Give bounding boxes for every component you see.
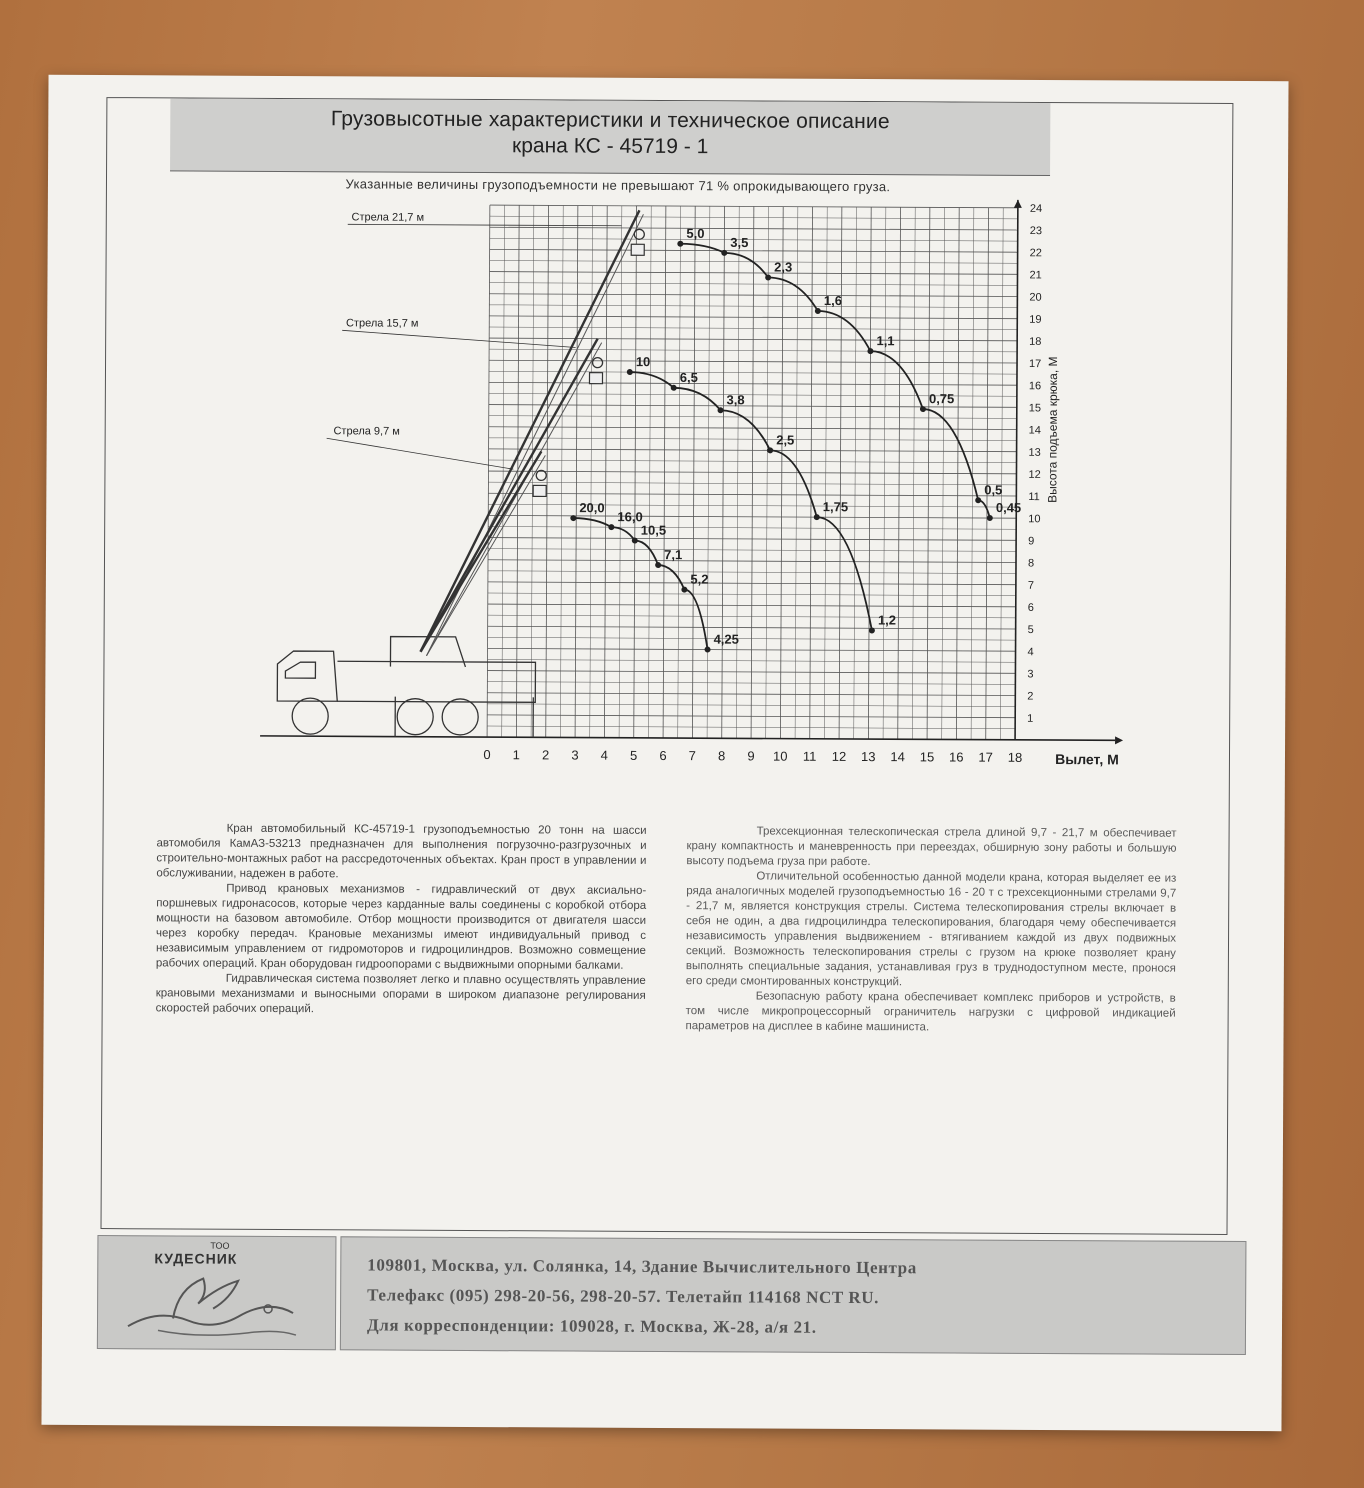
data-point xyxy=(815,308,821,314)
y-tick-label: 4 xyxy=(1027,646,1034,659)
ground-line xyxy=(260,736,1115,740)
crane-boom xyxy=(421,451,542,653)
y-tick-label: 13 xyxy=(1028,446,1041,459)
data-point xyxy=(705,647,711,653)
title-banner xyxy=(170,98,1050,176)
capacity-label: 1,75 xyxy=(822,499,849,515)
capacity-label: 0,45 xyxy=(995,500,1022,516)
y-tick-label: 17 xyxy=(1029,358,1042,371)
company-logo-box xyxy=(97,1235,337,1350)
capacity-label: 16,0 xyxy=(617,509,643,525)
capacity-label: 3,5 xyxy=(730,234,749,250)
y-tick-label: 12 xyxy=(1028,468,1041,481)
y-axis-arrow-icon xyxy=(1014,200,1022,208)
x-tick-label: 9 xyxy=(747,748,755,764)
y-tick-label: 22 xyxy=(1029,247,1042,260)
capacity-label: 1,1 xyxy=(876,333,895,349)
hook-icon xyxy=(593,358,603,368)
x-tick-label: 3 xyxy=(571,747,579,763)
data-point xyxy=(671,385,677,391)
x-tick-label: 11 xyxy=(802,748,817,764)
capacity-label: 2,3 xyxy=(774,259,793,275)
capacity-label: 5,0 xyxy=(686,225,705,241)
paragraph: Гидравлическая система позволяет легко и плавно осуществлять управление крановыми механизмами и выносными опорами в широком диапазоне регулирования скоростей рабочих операций. xyxy=(155,972,646,1016)
data-point xyxy=(867,348,873,354)
paragraph: Отличительной особенностью данной модели крана, которая выделяет ее из ряда аналогичных моделей грузоподъемностью 16 - 20 т с трехсекционными стрелами 9,7 - 21,7 м, является конструкция стрелы. Система телескопирования стрелы включает в себя не один, а два гидроцилиндра телескопирования, благодаря чему обеспечивается независимость управления выдвижением - втягиванием каждой из двух подвижных секций. Возможность телескопирования стрелы с грузом на крюке позволяет крану выполнять специальные задания, устанавливая груз в труднодоступном месте, пронося его среди смонтированных конструкций. xyxy=(685,870,1177,989)
data-point xyxy=(767,447,773,453)
griffin-logo-icon xyxy=(118,1268,308,1344)
capacity-label: 10 xyxy=(635,354,651,370)
y-tick-label: 24 xyxy=(1029,202,1043,215)
x-tick-label: 16 xyxy=(949,749,964,765)
data-point xyxy=(570,515,576,521)
x-tick-label: 18 xyxy=(1007,749,1023,765)
capacity-label: 2,5 xyxy=(776,432,795,448)
data-point xyxy=(987,515,993,521)
data-point xyxy=(975,497,981,503)
paragraph: Привод крановых механизмов - гидравлический от двух аксиально-поршневых гидронасосов, которые через карданные валы соединены с коробкой отбора мощности на базовом автомобиле. Отбор мощности производится от двигателя шасси через коробку передач. Крановые механизмы имеют индивидуальный привод с независимым управлением от гидромоторов и гидроцилиндров. Возможно совмещение рабочих операций. Кран оборудован гидроопорами с выдвижными опорными балками. xyxy=(155,882,647,972)
y-tick-label: 15 xyxy=(1028,402,1042,415)
x-tick-label: 0 xyxy=(483,747,491,763)
data-point xyxy=(632,538,638,544)
x-axis-label: Вылет, М xyxy=(1055,751,1119,768)
capacity-label: 20,0 xyxy=(579,500,605,516)
leader-line xyxy=(348,224,622,225)
leader-line xyxy=(342,330,576,347)
capacity-label: 6,5 xyxy=(679,369,698,385)
y-tick-label: 18 xyxy=(1029,335,1042,348)
x-tick-label: 7 xyxy=(688,748,696,764)
data-point xyxy=(608,524,614,530)
y-tick-label: 1 xyxy=(1027,712,1034,725)
contact-address-box xyxy=(340,1236,1247,1355)
y-tick-label: 2 xyxy=(1027,690,1034,703)
boom-length-label: Стрела 21,7 м xyxy=(351,211,425,224)
y-tick-label: 10 xyxy=(1028,513,1041,526)
cab-window xyxy=(285,662,315,678)
x-tick-label: 17 xyxy=(978,749,993,765)
capacity-label: 0,5 xyxy=(984,482,1003,498)
crane-cab xyxy=(277,651,337,701)
x-tick-label: 13 xyxy=(861,749,876,765)
x-tick-label: 8 xyxy=(717,748,726,764)
capacity-label: 7,1 xyxy=(664,547,683,563)
y-tick-label: 11 xyxy=(1028,491,1040,504)
x-tick-label: 10 xyxy=(773,748,788,764)
data-point xyxy=(677,241,683,247)
y-tick-label: 8 xyxy=(1027,557,1035,570)
capacity-label: 1,6 xyxy=(823,293,843,309)
y-tick-label: 9 xyxy=(1028,535,1035,548)
leader-line xyxy=(326,438,513,469)
x-tick-label: 6 xyxy=(659,747,667,764)
capacity-label: 0,75 xyxy=(928,391,955,407)
document-sheet xyxy=(41,75,1288,1431)
wheel xyxy=(442,699,478,735)
capacity-label: 4,25 xyxy=(713,631,739,647)
y-tick-label: 3 xyxy=(1027,668,1034,681)
data-point xyxy=(765,274,771,280)
paragraph: Кран автомобильный КС-45719-1 грузоподъемностью 20 тонн на шасси автомобиля КамАЗ-53213 предназначен для выполнения погрузочно-разгрузочных и строительно-монтажных работ на рассредоточенных объектах. Кран прост в управлении и обслуживании, надежен в работе. xyxy=(156,822,647,881)
y-tick-label: 5 xyxy=(1027,624,1034,637)
wheel xyxy=(397,699,433,735)
data-point xyxy=(920,406,926,412)
y-axis xyxy=(1015,200,1018,740)
load-box-icon xyxy=(631,244,644,255)
load-box-icon xyxy=(533,485,546,496)
address-line: 109801, Москва, ул. Солянка, 14, Здание Вычислительного Центра xyxy=(367,1255,917,1278)
y-tick-label: 7 xyxy=(1027,579,1035,592)
capacity-label: 10,5 xyxy=(640,522,667,538)
x-tick-label: 4 xyxy=(600,747,608,763)
hook-icon xyxy=(536,470,546,480)
capacity-label: 1,2 xyxy=(877,612,897,628)
data-point xyxy=(627,369,633,375)
logo-name: КУДЕСНИК xyxy=(154,1250,238,1267)
title-line-2: крана КС - 45719 - 1 xyxy=(512,134,709,159)
y-tick-label: 20 xyxy=(1029,291,1042,304)
x-tick-label: 14 xyxy=(890,749,905,765)
data-point xyxy=(718,407,724,413)
data-point xyxy=(681,587,687,593)
boom-length-label: Стрела 9,7 м xyxy=(333,425,400,438)
title-line-1: Грузовысотные характеристики и техническое описание xyxy=(330,107,890,134)
y-tick-label: 6 xyxy=(1027,601,1034,614)
y-tick-label: 16 xyxy=(1028,380,1042,393)
capacity-label: 5,2 xyxy=(690,571,709,587)
load-height-chart xyxy=(215,196,1119,821)
paragraph: Трехсекционная телескопическая стрела длиной 9,7 - 21,7 м обеспечивает крану компактность и маневренность при переездах, обширную зону работы и большую высоту подъема груза при работе. xyxy=(686,825,1177,869)
load-box-icon xyxy=(589,373,602,384)
data-point xyxy=(721,250,727,256)
data-point xyxy=(869,627,875,633)
phone-line: Телефакс (095) 298-20-56, 298-20-57. Телетайп 114168 NCT RU. xyxy=(367,1285,880,1308)
x-tick-label: 1 xyxy=(512,747,520,763)
x-tick-label: 15 xyxy=(919,749,935,765)
x-tick-label: 12 xyxy=(831,748,847,764)
x-tick-label: 5 xyxy=(629,747,638,763)
hook-icon xyxy=(634,229,644,239)
crane-boom-edge xyxy=(427,213,644,657)
y-tick-label: 19 xyxy=(1029,313,1042,326)
data-point xyxy=(655,562,661,568)
y-axis-label: Высота подъема крюка, М xyxy=(1045,356,1061,503)
y-tick-label: 21 xyxy=(1029,269,1042,282)
description-right-column xyxy=(686,824,1177,1037)
boom-length-label: Стрела 15,7 м xyxy=(345,317,419,330)
paragraph: Безопасную работу крана обеспечивает комплекс приборов и устройств, в том числе микропроцессорный ограничитель нагрузки с цифровой индикацией параметров на дисплее в кабине машиниста. xyxy=(685,990,1176,1034)
wheel xyxy=(292,698,328,734)
capacity-label: 3,8 xyxy=(726,392,745,408)
correspondence-line: Для корреспонденции: 109028, г. Москва, Ж-28, а/я 21. xyxy=(366,1315,817,1337)
logo-prefix: ТОО xyxy=(210,1240,230,1251)
data-point xyxy=(814,514,820,520)
x-tick-label: 2 xyxy=(541,747,550,763)
capacity-note: Указанные величины грузоподъемности не превышают 71 % опрокидывающего груза. xyxy=(345,176,891,195)
description-left-column xyxy=(156,821,647,1019)
y-tick-label: 23 xyxy=(1029,225,1043,238)
y-tick-label: 14 xyxy=(1028,424,1041,437)
